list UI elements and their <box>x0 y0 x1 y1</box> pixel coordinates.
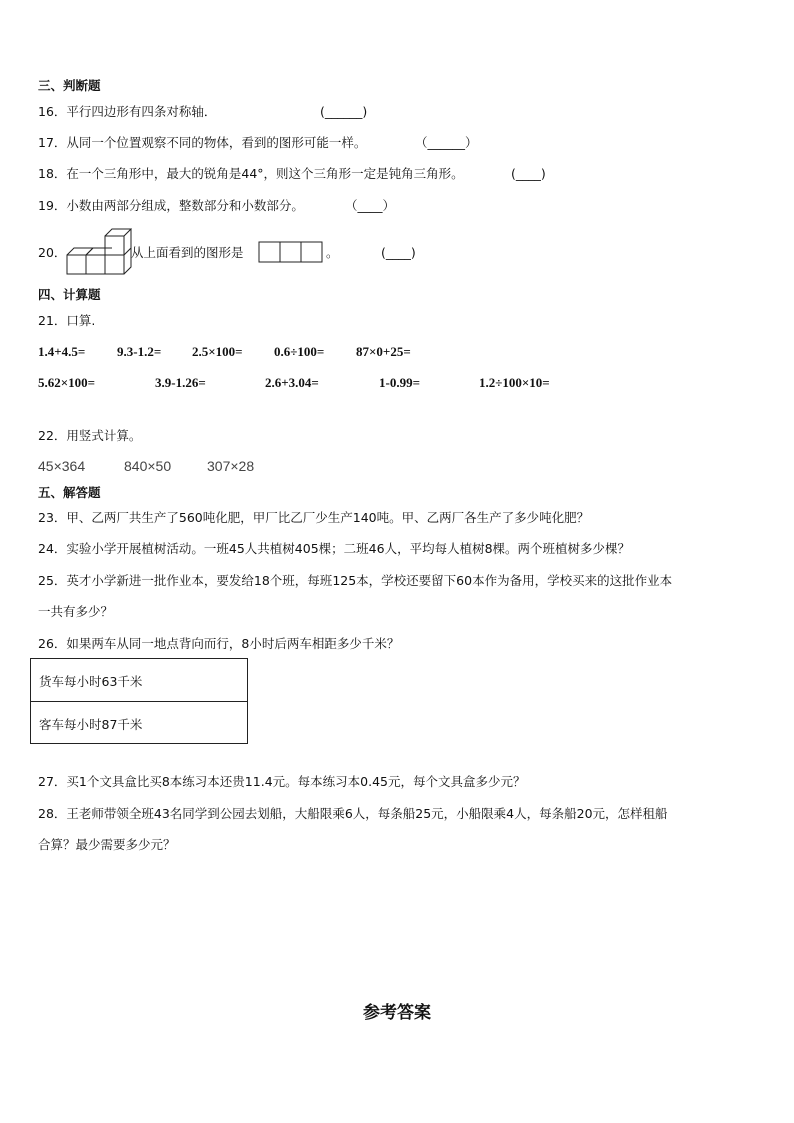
table-row <box>31 702 247 745</box>
q26-text: 26．如果两车从同一地点背向而行，8小时后两车相距多少千米？ <box>38 636 400 651</box>
q21-text: 21．口算. <box>38 313 96 328</box>
calc-item: 9.3-1.2= <box>117 344 162 359</box>
calc-item: 1.2÷100×10= <box>479 375 550 390</box>
q18-text: 18．在一个三角形中，最大的锐角是44°，则这个三角形一定是钝角三角形。 <box>38 166 464 181</box>
q25-line1: 25．英才小学新进一批作业本，要发给18个班，每班125本，学校还要留下60本作为备用，学校买来的这批作业本 <box>38 573 673 588</box>
q27-text: 27．买1个文具盒比买8本练习本还贵11.4元。每本练习本0.45元，每个文具盒多少元？ <box>38 774 526 789</box>
q23-text: 23．甲、乙两厂共生产了560吨化肥，甲厂比乙厂少生产140吨。甲、乙两厂各生产了多少吨化肥？ <box>38 510 590 525</box>
truck-speed-cell: 货车每小时63千米 <box>39 674 143 689</box>
calc-item: 87×0+25= <box>356 344 411 359</box>
q17-text: 17．从同一个位置观察不同的物体，看到的图形可能一样。 <box>38 135 367 150</box>
q28-line1: 28．王老师带领全班43名同学到公园去划船，大船限乘6人，每条船25元，小船限乘4人，每条船20元，怎样租船 <box>38 806 668 821</box>
q19-text: 19．小数由两部分组成，整数部分和小数部分。 <box>38 198 304 213</box>
calc-item: 3.9-1.26= <box>155 375 206 390</box>
calc-item: 2.5×100= <box>192 344 243 359</box>
q20-number: 20． <box>38 245 67 260</box>
calc-item: 0.6÷100= <box>274 344 325 359</box>
q16-blank: (______) <box>320 104 368 119</box>
top-view-figure <box>258 240 324 264</box>
q17-blank: （______） <box>415 135 478 150</box>
calc-item: 2.6+3.04= <box>265 375 319 390</box>
bus-speed-cell: 客车每小时87千米 <box>39 717 143 732</box>
q20-blank: (____) <box>381 245 416 260</box>
q20-text: 从上面看到的图形是 <box>131 245 244 260</box>
q18-blank: (____) <box>511 166 546 181</box>
q28-line2: 合算？最少需要多少元？ <box>38 837 176 852</box>
section3-title: 三、判断题 <box>38 78 101 93</box>
calc-item: 1.4+4.5= <box>38 344 86 359</box>
vertical-calc-item: 307×28 <box>207 458 255 474</box>
calc-item: 5.62×100= <box>38 375 96 390</box>
q25-line2: 一共有多少？ <box>38 604 114 619</box>
section5-title: 五、解答题 <box>38 485 101 500</box>
q26-speed-table <box>30 658 248 744</box>
section4-title: 四、计算题 <box>38 287 101 302</box>
vertical-calc-item: 45×364 <box>38 458 86 474</box>
table-row <box>31 659 247 702</box>
q24-text: 24．实验小学开展植树活动。一班45人共植树405棵；二班46人，平均每人植树8棵。两个班植树多少棵？ <box>38 541 631 556</box>
calc-item: 1-0.99= <box>379 375 420 390</box>
q16-text: 16．平行四边形有四条对称轴． <box>38 104 217 119</box>
q22-text: 22．用竖式计算。 <box>38 428 142 443</box>
cube-stack-figure <box>66 228 132 276</box>
q19-blank: （____） <box>345 198 396 213</box>
q20-end: 。 <box>326 245 339 260</box>
vertical-calc-item: 840×50 <box>124 458 172 474</box>
answer-title: 参考答案 <box>363 1003 431 1023</box>
